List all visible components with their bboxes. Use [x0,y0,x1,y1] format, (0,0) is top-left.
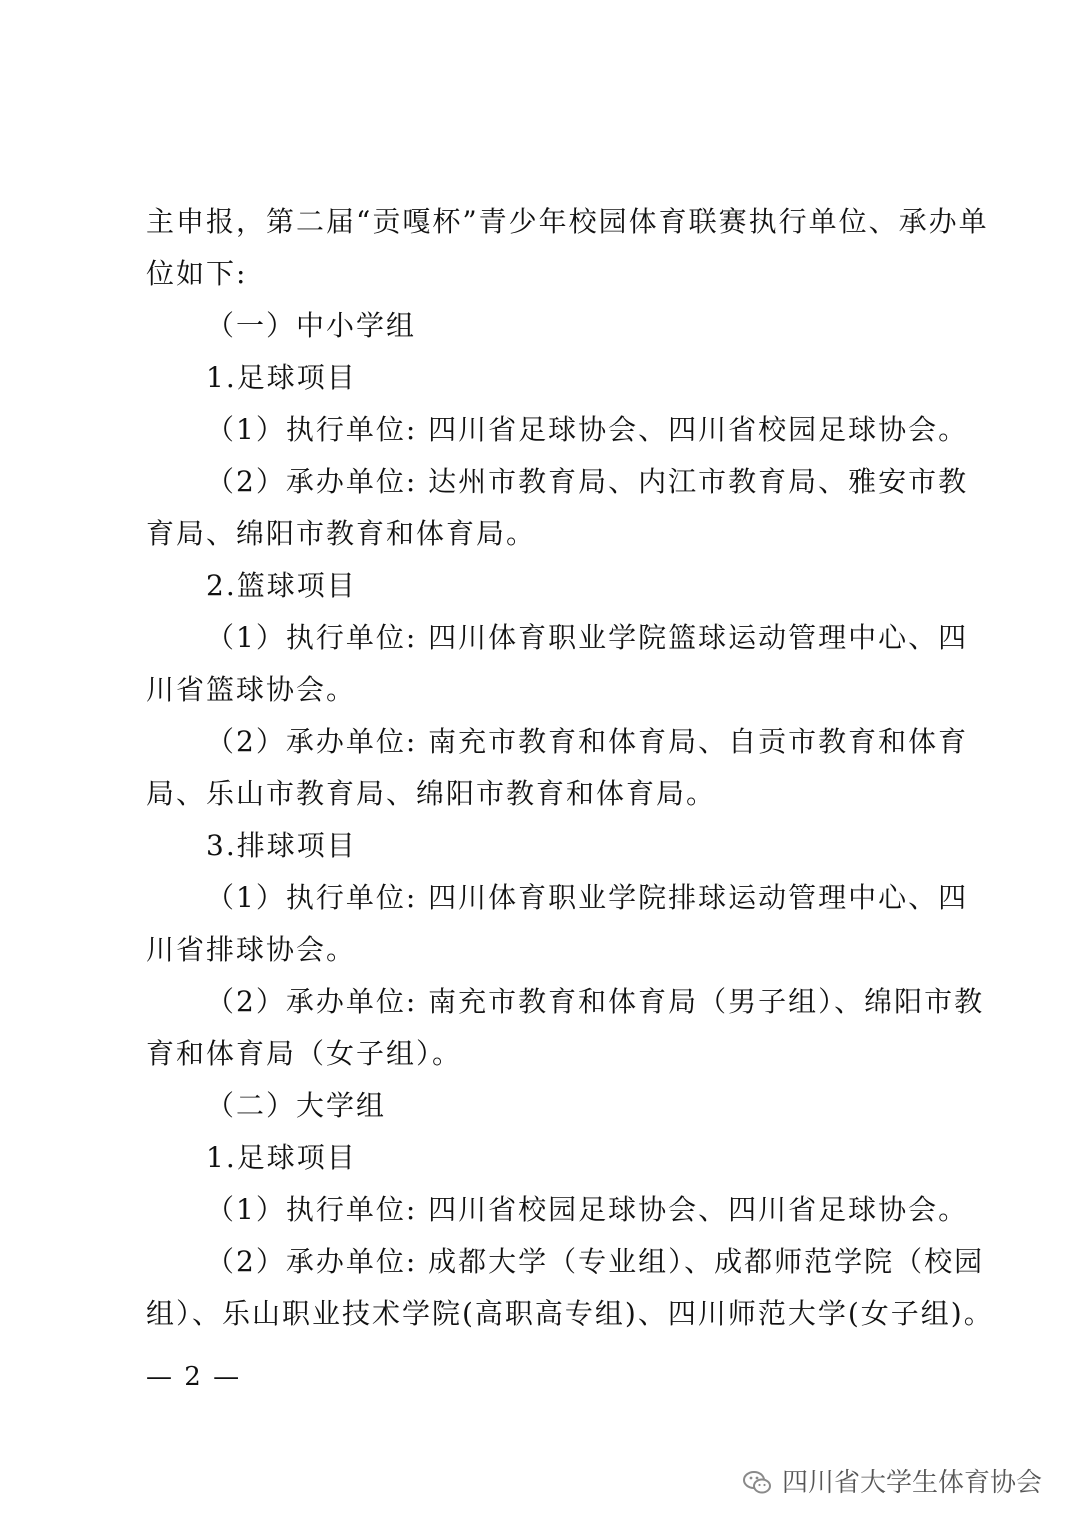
text-line-2: 位如下: [146,257,248,290]
item-heading-basketball: 2.篮球项目 [206,569,357,602]
watermark-text: 四川省大学生体育协会 [781,1468,1042,1498]
page-number: — 2 — [146,1362,242,1392]
item-heading-football-university: 1.足球项目 [206,1141,357,1174]
text-line-20: （1）执行单位: 四川省校园足球协会、四川省足球协会。 [206,1193,969,1226]
text-line-11: （2）承办单位: 南充市教育和体育局、自贡市教育和体育 [206,725,969,758]
text-line-5: （1）执行单位: 四川省足球协会、四川省校园足球协会。 [206,413,969,446]
watermark [742,1466,1042,1500]
text-line-22: 组）、乐山职业技术学院(高职高专组)、四川师范大学(女子组)。 [146,1297,994,1330]
text-line-9: （1）执行单位: 四川体育职业学院篮球运动管理中心、四 [206,621,969,654]
wechat-icon [742,1469,774,1497]
item-heading-football: 1.足球项目 [206,361,357,394]
text-line-14: （1）执行单位: 四川体育职业学院排球运动管理中心、四 [206,881,969,914]
text-line-16: （2）承办单位: 南充市教育和体育局（男子组）、绵阳市教 [206,985,985,1018]
text-line-10: 川省篮球协会。 [146,673,357,706]
text-line-6: （2）承办单位: 达州市教育局、内江市教育局、雅安市教 [206,465,969,498]
section-heading-primary: （一）中小学组 [206,309,417,342]
text-line-21: （2）承办单位: 成都大学（专业组）、成都师范学院（校园 [206,1245,985,1278]
text-line-12: 局、乐山市教育局、绵阳市教育和体育局。 [146,777,717,810]
item-heading-volleyball: 3.排球项目 [206,829,357,862]
text-line-17: 育和体育局（女子组）。 [146,1037,463,1070]
text-line-7: 育局、绵阳市教育和体育局。 [146,517,537,550]
text-line-1: 主申报，第二届“贡嘎杯”青少年校园体育联赛执行单位、承办单 [146,205,989,238]
section-heading-university: （二）大学组 [206,1089,387,1122]
text-line-15: 川省排球协会。 [146,933,357,966]
